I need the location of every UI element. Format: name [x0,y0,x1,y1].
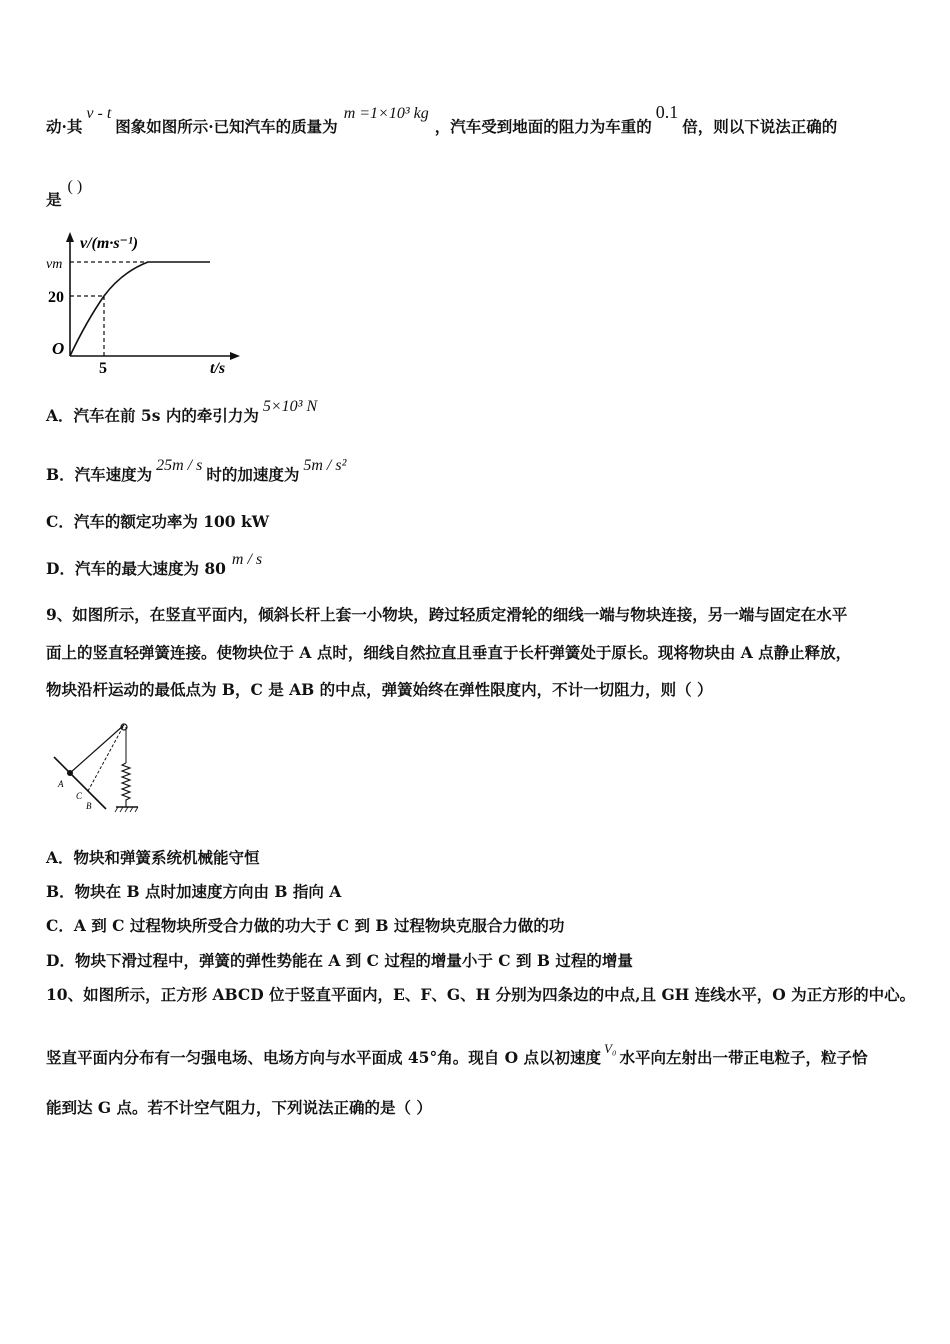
figure-point-a: A [58,779,64,789]
figure-point-b: B [86,801,92,811]
graph-20-label: 20 [48,289,64,306]
figure-point-c: C [76,791,83,801]
q9-option-a: A．物块和弹簧系统机械能守恒 [46,848,260,867]
q9-option-c: C．A 到 C 过程物块所受合力做的功大于 C 到 B 过程物块克服合力做的功 [46,916,565,935]
q8-intro-line2: 是( ) [46,178,83,209]
q9-option-d: D．物块下滑过程中，弹簧的弹性势能在 A 到 C 过程的增量小于 C 到 B 过程的增量 [46,951,633,970]
q9-stem-line3: 物块沿杆运动的最低点为 B，C 是 AB 的中点，弹簧始终在弹性限度内，不计一切阻力，则（ ） [46,680,713,699]
rod-pulley-spring-figure [48,715,148,819]
graph-ylabel: v/(m·s⁻¹) [80,235,139,252]
velocity-time-graph [44,228,244,382]
graph-vm-label: vm [46,257,63,272]
graph-origin-label: O [52,339,65,358]
q8-option-b: B．汽车速度为 25m / s 时的加速度为 5m / s² [46,457,347,484]
q8-option-d: D．汽车的最大速度为 80 m / s [46,551,263,578]
q8-option-a: A．汽车在前 5s 内的牵引力为 5×10³ N [46,398,318,425]
q8-option-c: C．汽车的额定功率为 100 kW [46,512,270,531]
graph-x5-label: 5 [99,360,107,377]
q9-stem-line1: 9、如图所示，在竖直平面内，倾斜长杆上套一小物块，跨过轻质定滑轮的细线一端与物块连接，另一端与固定在水平 [46,605,848,624]
graph-xlabel: t/s [210,360,226,377]
q9-stem-line2: 面上的竖直轻弹簧连接。使物块位于 A 点时，细线自然拉直且垂直于长杆弹簧处于原长。现将物块由 A 点静止释放， [46,643,852,662]
q8-intro-line1: 动·其v - t图象如图所示·已知汽车的质量为m =1×10³ kg，汽车受到地面的阻力为车重的0.1倍，则以下说法正确的 [46,102,838,136]
q10-stem-line2: 竖直平面内分布有一匀强电场、电场方向与水平面成 45°角。现自 O 点以初速度 $^{V_0}$ 水平向左射出一带正电粒子，粒子恰 [46,1041,868,1067]
q10-stem-line3: 能到达 G 点。若不计空气阻力，下列说法正确的是（ ） [46,1098,432,1117]
q10-stem-line1: 10、如图所示，正方形 ABCD 位于竖直平面内，E、F、G、H 分别为四条边的中点,且 GH 连线水平，O 为正方形的中心。 [46,985,916,1004]
q9-option-b: B．物块在 B 点时加速度方向由 B 指向 A [46,882,342,901]
